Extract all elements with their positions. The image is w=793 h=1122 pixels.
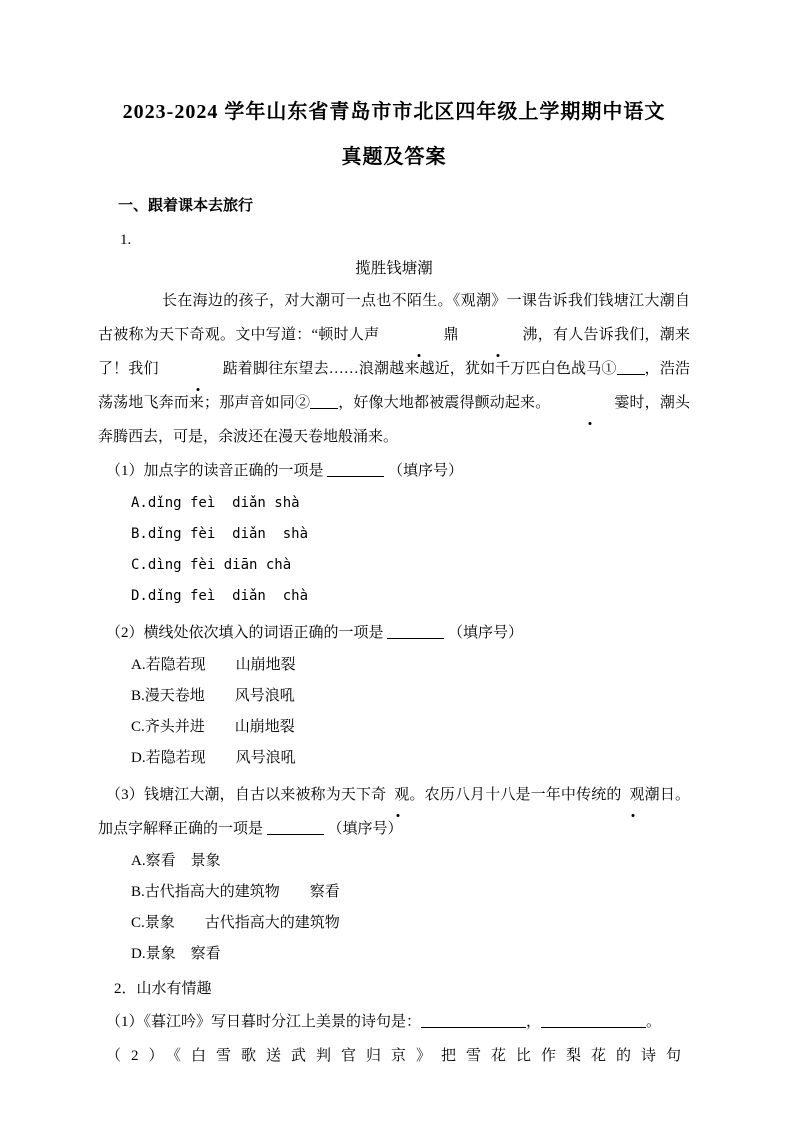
emphasized-char: 鼎 — [379, 318, 458, 352]
answer-blank — [387, 625, 444, 639]
option-a: A.若隐若现 山崩地裂 — [131, 657, 296, 673]
passage-title: 揽胜钱塘潮 — [355, 260, 433, 277]
title-line-1: 2023-2024 学年山东省青岛市市北区四年级上学期期中语文 — [122, 101, 666, 123]
title-line-2: 真题及答案 — [341, 146, 447, 168]
option-a: A.察看 景象 — [131, 853, 221, 869]
option-d: D.dǐng feì diǎn chà — [131, 588, 309, 604]
question-2-heading: 2．山水有情趣 — [114, 981, 212, 997]
emphasized-char: 沸 — [458, 318, 537, 352]
answer-blank — [327, 463, 384, 477]
question-1-2-prompt: （2）横线处依次填入的词语正确的一项是 （填序号） — [106, 625, 524, 641]
question-1-1-prompt: （1）加点字的读音正确的一项是 （填序号） — [106, 463, 464, 479]
emphasized-char: 霎 — [550, 386, 629, 420]
option-b: B.dǐng fèi diǎn shà — [131, 526, 309, 542]
emphasized-char: 观 — [386, 778, 409, 812]
answer-blank — [541, 1014, 646, 1028]
option-c: C.dìng fèi diān chà — [131, 557, 292, 573]
section-1-heading: 一、跟着课本去旅行 — [118, 197, 254, 214]
answer-blank — [617, 361, 645, 375]
option-d: D.景象 察看 — [131, 946, 221, 962]
question-1-3-prompt: （3）钱塘江大潮，自古以来被称为天下奇 观。农历八月十八是一年中传统的 观潮日。加点字解释正确的一项是 （填序号） — [98, 778, 690, 846]
option-b: B.漫天卷地 风号浪吼 — [131, 688, 295, 704]
question-1-number: 1. — [120, 232, 132, 248]
option-c: C.景象 古代指高大的建筑物 — [131, 915, 340, 931]
question-2-1-prompt: （1）《暮江吟》写日暮时分江上美景的诗句是： ， 。 — [106, 1014, 662, 1030]
emphasized-char: 踮 — [159, 352, 238, 386]
document-title — [98, 0, 690, 180]
option-b: B.古代指高大的建筑物 察看 — [131, 884, 340, 900]
option-d: D.若隐若现 风号浪吼 — [131, 750, 296, 766]
question-2-2-prompt: （2）《白雪歌送武判官归京》把雪花比作梨花的诗句 — [106, 1048, 692, 1064]
answer-blank — [310, 395, 338, 409]
answer-blank — [421, 1014, 526, 1028]
reading-passage: 长在海边的孩子，对大潮可一点也不陌生。《观潮》一课告诉我们钱塘江大潮自古被称为天下奇观。文中写道：“顿时人声 鼎 沸，有人告诉我们，潮来了！我们 踮着脚往东望去……浪潮越来越近，犹如千万匹白色战马① ，浩浩荡荡地飞奔而来；那声音如同② ，好像大地都被震得颤动起来。 霎时，潮头奔腾西去，可是，余波还在漫天卷地般涌来。 — [98, 293, 690, 445]
emphasized-char: 观 — [622, 778, 645, 812]
option-c: C.齐头并进 山崩地裂 — [131, 719, 295, 735]
option-a: A.dǐng feì diǎn shà — [131, 495, 300, 511]
answer-blank — [267, 821, 324, 835]
